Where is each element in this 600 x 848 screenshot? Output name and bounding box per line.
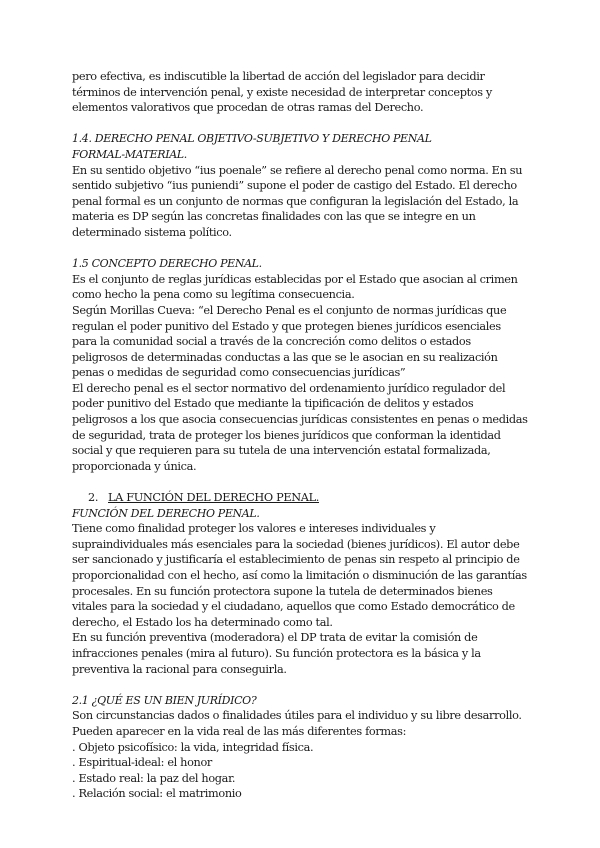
section-1-4-heading-line1: 1.4. DERECHO PENAL OBJETIVO-SUBJETIVO Y DERECHO PENAL [72,132,432,146]
section-2-1-heading: 2.1 ¿QUÉ ES UN BIEN JURÍDICO? [72,693,257,707]
section-2-subheading: FUNCIÓN DEL DERECHO PENAL. [72,506,260,520]
section-1-5-para2: Según Morillas Cueva: “el Derecho Penal es el conjunto de normas jurídicas que regulan el poder punitivo del Estado y que protegen bienes jurídicos esenciales para la comunidad social a través de la concreción como delitos o estados peligrosos de determinadas conductas a las que se le asocian en su realización penas o medidas de seguridad como consecuencias jurídicas” [72,303,507,380]
section-2-1-para1: Son circunstancias dados o finalidades útiles para el individuo y su libre desarrollo. [72,709,522,723]
intro-paragraph: pero efectiva, es indiscutible la libertad de acción del legislador para decidir términos de intervención penal, y existe necesidad de interpretar conceptos y elementos valorativos que procedan de otras ramas del Derecho. [72,70,492,115]
list-item: . Relación social: el matrimonio [72,787,242,801]
section-2-number: 2. [88,491,99,505]
section-2-title: LA FUNCIÓN DEL DERECHO PENAL. [108,491,319,505]
section-2-1-para2: Pueden aparecer en la vida real de las más diferentes formas: [72,724,407,738]
section-1-5-para1: Es el conjunto de reglas jurídicas establecidas por el Estado que asocian al crimen como hecho la pena como su legítima consecuencia. [72,272,518,302]
list-item: . Espiritual-ideal: el honor [72,756,212,770]
section-1-5-heading: 1.5 CONCEPTO DERECHO PENAL. [72,257,262,271]
section-1-4-body: En su sentido objetivo “ius poenale” se refiere al derecho penal como norma. En su sentido subjetivo “ius puniendi” supone el poder de castigo del Estado. El derecho penal formal es un conjunto de normas que configuran la legislación del Estado, la materia es DP según las concretas finalidades con las que se integre en un determinado sistema político. [72,163,523,239]
section-2-heading [72,490,528,506]
section-1-5-para3: El derecho penal es el sector normativo del ordenamiento jurídico regulador del poder punitivo del Estado que mediante la tipificación de delitos y estados peligrosos a los que asocia consecuencias jurídicas consistentes en penas o medidas de seguridad, trata de proteger los bienes jurídicos que conforman la identidad social y que requieren para su tutela de una intervención estatal formalizada, proporcionada y única. [72,381,528,473]
list-item: . Estado real: la paz del hogar. [72,771,236,785]
section-1-4-heading-line2: FORMAL-MATERIAL. [72,147,187,161]
section-2-para1: Tiene como finalidad proteger los valores e intereses individuales y supraindividuales más esenciales para la sociedad (bienes jurídicos). El autor debe ser sancionado y justificaría el establecimiento de penas sin respeto al principio de proporcionalidad con el hecho, así como la limitación o disminución de las garantías procesales. En su función protectora supone la tutela de determinados bienes vitales para la sociedad y el ciudadano, aquellos que como Estado democrático de derecho, el Estado los ha determinado como tal. [72,522,527,629]
list-item: . Objeto psicofísico: la vida, integridad física. [72,740,314,754]
document-body [72,69,528,802]
section-1-4-heading [72,131,528,162]
section-2-para2: En su función preventiva (moderadora) el DP trata de evitar la comisión de infracciones penales (mira al futuro). Su función protectora es la básica y la preventiva la racional para conseguirla. [72,631,481,676]
